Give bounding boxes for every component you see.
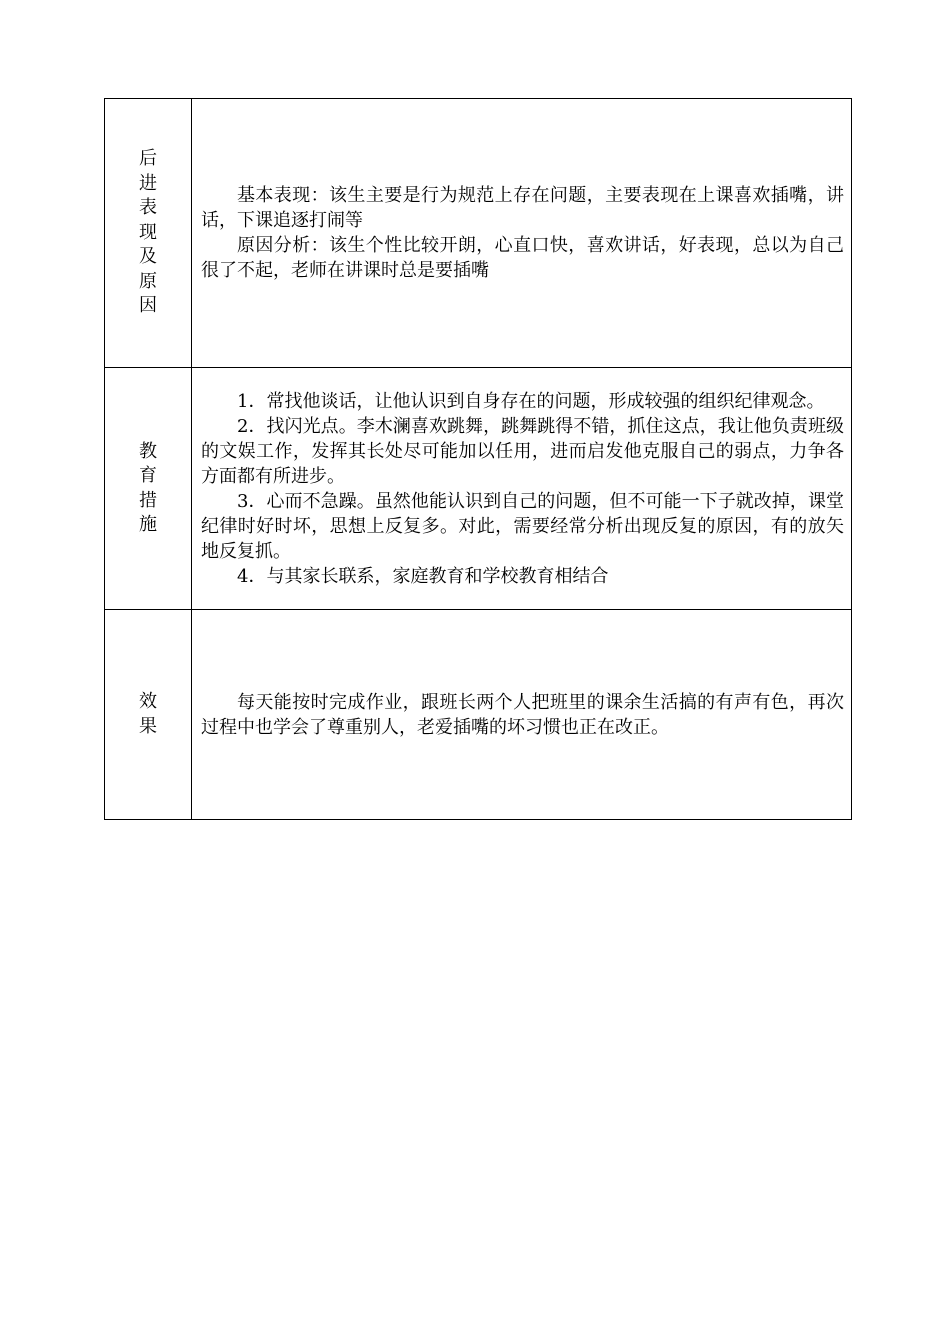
row-label-cell <box>105 368 192 610</box>
effect-text: 每天能按时完成作业，跟班长两个人把班里的课余生活搞的有声有色，再次过程中也学会了尊重别人，老爱插嘴的坏习惯也正在改正。 <box>201 691 844 738</box>
table-row-behavior <box>105 99 852 368</box>
table-row-effect <box>105 610 852 820</box>
row-content-cell <box>192 610 852 820</box>
row-label: 效果 <box>139 691 157 737</box>
basic-performance-text: 基本表现：该生主要是行为规范上存在问题，主要表现在上课喜欢插嘴，讲话，下课追逐打闹等 <box>201 185 844 231</box>
table-row-measures <box>105 368 852 610</box>
student-record-table <box>104 98 852 820</box>
row-content-cell <box>192 368 852 610</box>
row-label: 教育措施 <box>139 440 157 535</box>
row-label-cell <box>105 99 192 368</box>
row-content-cell <box>192 99 852 368</box>
row-label: 后进表现及原因 <box>139 148 157 317</box>
measure-item-3: 3．心而不急躁。虽然他能认识到自己的问题，但不可能一下子就改掉，课堂纪律时好时坏，思想上反复多。对此，需要经常分析出现反复的原因，有的放矢地反复抓。 <box>201 490 844 562</box>
cause-analysis-text: 原因分析：该生个性比较开朗，心直口快，喜欢讲话，好表现，总以为自己很了不起，老师在讲课时总是要插嘴 <box>201 235 844 281</box>
measure-item-4: 4．与其家长联系，家庭教育和学校教育相结合 <box>237 565 609 587</box>
row-label-cell <box>105 610 192 820</box>
measure-item-1: 1．常找他谈话，让他认识到自身存在的问题，形成较强的组织纪律观念。 <box>237 390 825 412</box>
measure-item-2: 2．找闪光点。李木澜喜欢跳舞，跳舞跳得不错，抓住这点，我让他负责班级的文娱工作，发挥其长处尽可能加以任用，进而启发他克服自己的弱点，力争各方面都有所进步。 <box>201 415 844 487</box>
